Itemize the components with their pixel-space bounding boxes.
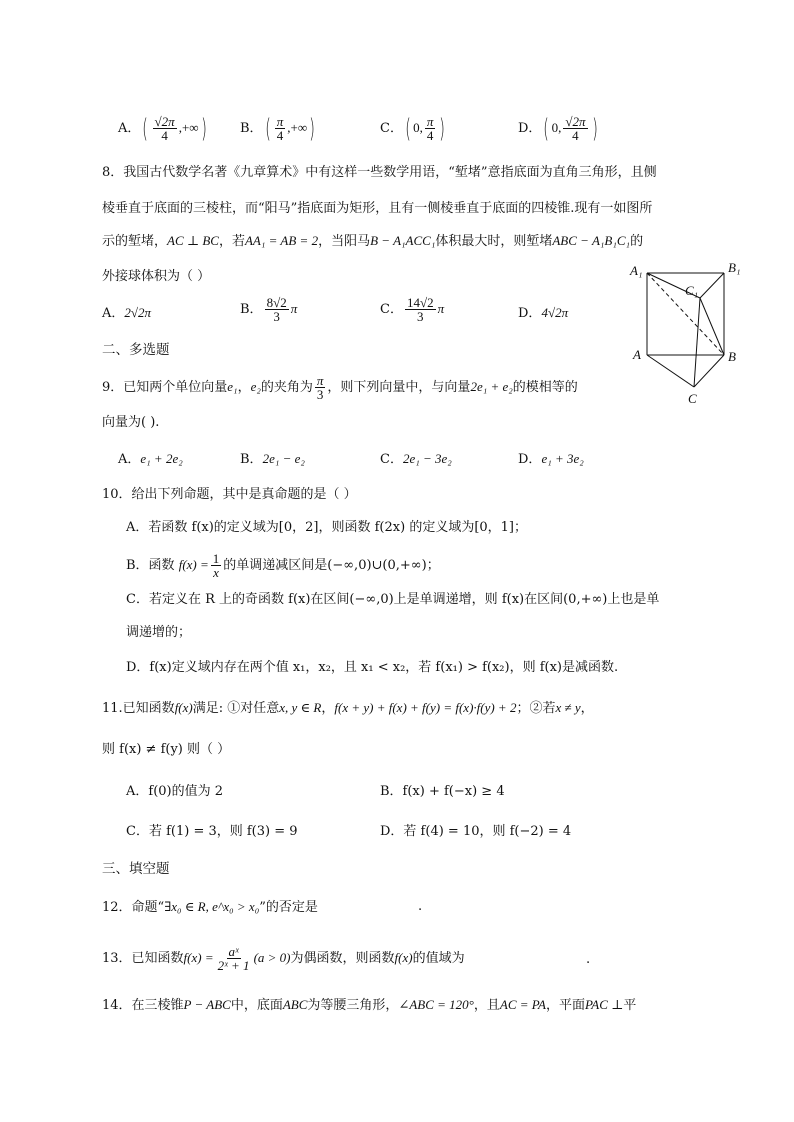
section-heading-fill-in: 三、填空题 bbox=[102, 861, 170, 877]
label-b: B bbox=[728, 349, 736, 364]
option-letter: B． bbox=[240, 121, 263, 136]
q12: 12．命题“∃x₀ ∈ R, e^x₀ > x₀”的否定是 bbox=[102, 899, 318, 915]
edge-c1-b1 bbox=[700, 273, 724, 298]
q7-option-b: B．( $\frac{\pi}{4}$ ,+∞) bbox=[240, 113, 315, 144]
q10-option-c-line-1: C．若定义在 R 上的奇函数 f(x)在区间(−∞,0)上是单调递增，则 f(x)在区间(0,+∞)上也是单 bbox=[126, 592, 660, 607]
q11-option-c: C．若 f(1) = 3，则 f(3) = 9 bbox=[126, 824, 298, 839]
q11-line-1: 11.已知函数f(x)满足: ①对任意x, y ∈ R，f(x + y) + f(x) + f(y) = f(x)·f(y) + 2；②若x ≠ y， bbox=[102, 700, 594, 716]
label-b1: B₁ bbox=[728, 262, 741, 275]
q10-stem: 10．给出下列命题，其中是真命题的是（ ） bbox=[102, 487, 357, 502]
q13: 13．已知函数f(x) = $\frac{\text{aˣ}}{\text{2ˣ + 1}}$ (a > 0)为偶函数，则函数f(x)的值域为 bbox=[102, 944, 465, 973]
q8-option-b: B． $\frac{8√2}{3}$ π bbox=[240, 295, 298, 324]
edge-a-c bbox=[647, 355, 694, 387]
q7-option-a: A．( $\frac{√2\pi}{4}$ ,+∞) bbox=[118, 113, 207, 144]
q11-line-2: 则 f(x) ≠ f(y) 则（ ） bbox=[102, 742, 231, 757]
q9-option-b: B．2e₁ − e₂ bbox=[240, 451, 305, 467]
q9-option-c: C．2e₁ − 3e₂ bbox=[380, 451, 452, 467]
q9-option-a: A．e₁ + 2e₂ bbox=[118, 451, 183, 467]
label-a: A bbox=[633, 347, 641, 362]
edge-c1-c bbox=[694, 298, 700, 387]
q8-line-1: 8．我国古代数学名著《九章算术》中有这样一些数学用语，“堑堵”意指底面为直角三角形，且侧 bbox=[102, 165, 657, 180]
q9-line-2: 向量为( ). bbox=[102, 415, 160, 430]
label-a1: A₁ bbox=[630, 263, 643, 278]
q10-option-b: B．函数 f(x) = $\frac{1}{x}$ 的单调递减区间是(−∞,0)∪(0,+∞)； bbox=[126, 551, 440, 580]
q7-option-c: C．( 0, $\frac{\pi}{4}$ ) bbox=[380, 113, 446, 144]
option-letter: C． bbox=[380, 121, 403, 136]
q8-line-4: 外接球体积为（ ） bbox=[102, 269, 211, 284]
label-c: C bbox=[688, 391, 697, 406]
prism-figure bbox=[628, 262, 768, 412]
q10-option-a: A．若函数 f(x)的定义域为[0，2]，则函数 f(2x) 的定义域为[0，1]； bbox=[126, 520, 528, 535]
q8-option-a: A．2√2π bbox=[102, 305, 152, 321]
q11-option-b: B．f(x) + f(−x) ≥ 4 bbox=[380, 784, 505, 799]
q8-line-3: 示的堑堵，AC ⊥ BC，若AA₁ = AB = 2，当阳马B − A₁ACC₁体积最大时，则堑堵ABC − A₁B₁C₁的 bbox=[102, 233, 644, 249]
q11-option-d: D．若 f(4) = 10，则 f(−2) = 4 bbox=[380, 824, 572, 839]
q11-option-a: A．f(0)的值为 2 bbox=[126, 784, 224, 799]
q9-line-1: 9．已知两个单位向量e₁，e₂的夹角为 $\frac{\pi}{3}$ ，则下列向量中，与向量2e₁ + e₂的模相等的 bbox=[102, 373, 578, 402]
section-heading-multiple-choice: 二、多选题 bbox=[102, 342, 170, 358]
q9-option-d: D．e₁ + 3e₂ bbox=[518, 451, 584, 467]
q7-option-d: D．( 0, $\frac{√2\pi}{4}$ ) bbox=[518, 113, 598, 144]
label-c1: C₁ bbox=[685, 283, 699, 298]
q14: 14．在三棱锥P − ABC中，底面ABC为等腰三角形，∠ABC = 120°，且AC = PA，平面PAC ⊥平 bbox=[102, 997, 637, 1013]
edge-c1-b bbox=[700, 298, 724, 355]
q8-option-d: D．4√2π bbox=[518, 305, 569, 321]
q8-option-c: C． $\frac{14√2}{3}$ π bbox=[380, 295, 445, 324]
q12-end: . bbox=[418, 899, 423, 914]
q13-end: . bbox=[586, 952, 591, 967]
edge-c-b bbox=[694, 355, 724, 387]
option-letter: D． bbox=[518, 121, 542, 136]
q10-option-d: D．f(x)定义域内存在两个值 x₁，x₂，且 x₁ < x₂，若 f(x₁) > f(x₂)，则 f(x)是减函数. bbox=[126, 660, 619, 675]
q10-option-c-line-2: 调递增的； bbox=[126, 625, 192, 640]
option-letter: A． bbox=[118, 121, 141, 136]
q8-line-2: 棱垂直于底面的三棱柱，而“阳马”指底面为矩形，且有一侧棱垂直于底面的四棱锥.现有一如图所 bbox=[102, 201, 653, 216]
